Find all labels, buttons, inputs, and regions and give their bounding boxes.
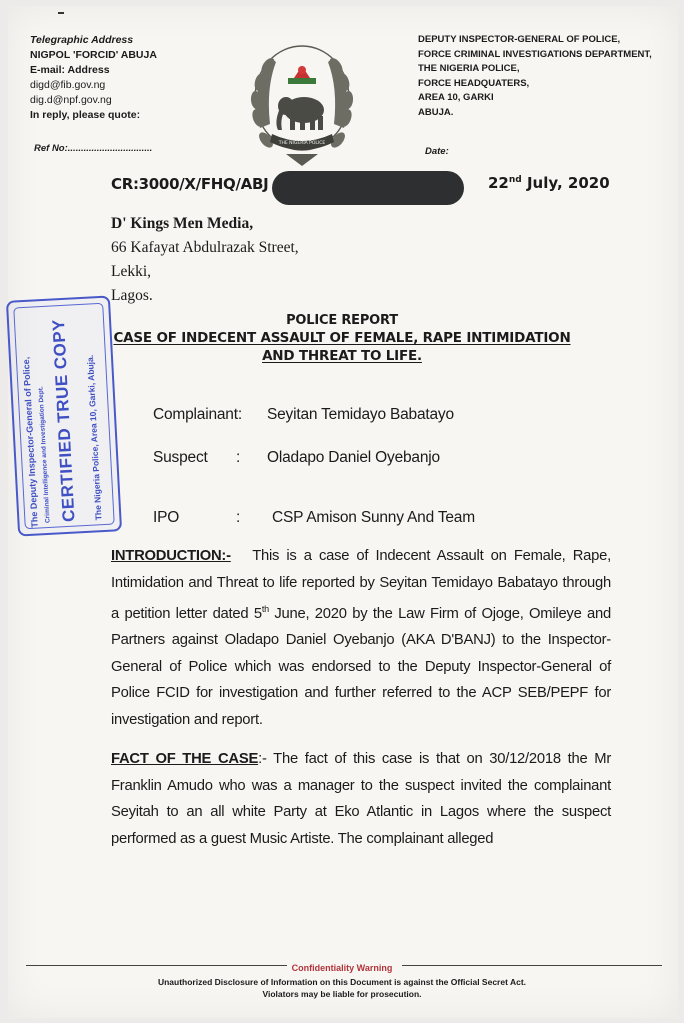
header-left xyxy=(30,33,157,123)
fact-text: :- The fact of this case is that on 30/12/2018 the Mr Franklin Amudo who was a manager to the suspect invited the complainant Seyitah to an all white Party at Eko Atlantic in Lagos where the suspect performed as a guest Music Artiste. The complainant alleged xyxy=(111,751,612,847)
footer-line2: Violators may be liable for prosecution. xyxy=(262,989,422,999)
confidentiality-warning xyxy=(0,963,684,973)
addressee-area: Lekki, xyxy=(111,263,152,280)
redaction-bar xyxy=(272,171,464,205)
header-right-line2: FORCE CRIMINAL INVESTIGATIONS DEPARTMENT, xyxy=(418,48,652,60)
ipo-label: IPO xyxy=(153,509,180,526)
addressee-city: Lagos. xyxy=(111,287,153,304)
header-right-line4: FORCE HEADQUATERS, xyxy=(418,77,530,89)
certified-true-copy-stamp xyxy=(6,295,122,536)
top-mark xyxy=(58,12,64,14)
ipo-value: CSP Amison Sunny And Team xyxy=(272,509,475,526)
complainant-label: Complainant: xyxy=(153,406,242,423)
ipo-colon: : xyxy=(236,509,241,526)
stamp-outer-text: The Deputy Inspector-General of Police, xyxy=(20,356,40,528)
addressee-block xyxy=(111,212,299,308)
date-label: Date: xyxy=(425,146,449,157)
header-right-line1: DEPUTY INSPECTOR-GENERAL OF POLICE, xyxy=(418,34,621,45)
introduction-paragraph xyxy=(111,543,611,733)
ref-no: Ref No:................................ xyxy=(34,143,153,154)
email-1: digd@fib.gov.ng xyxy=(30,79,106,91)
nigpol-address: NIGPOL 'FORCID' ABUJA xyxy=(30,49,157,61)
header-right-line6: ABUJA. xyxy=(418,106,454,118)
stamp-dept-text: Criminal Intelligence and Investigation Dept. xyxy=(37,386,52,524)
header-right xyxy=(418,33,652,120)
header-right-line5: AREA 10, GARKI xyxy=(418,92,494,103)
suspect-label: Suspect xyxy=(153,449,208,466)
report-title: POLICE REPORT xyxy=(286,313,398,328)
footer-line1: Unauthorized Disclosure of Information on this Document is against the Official Secret Act. xyxy=(157,977,527,987)
suspect-colon: : xyxy=(236,449,241,466)
introduction-text-start: This is a case of Indecent Assault on Female, Rape, Intimidation and Threat to life reported by Seyitan Temidayo Babatayo through a petition letter dated 5 xyxy=(111,548,611,622)
suspect-value: Oladapo Daniel Oyebanjo xyxy=(267,449,440,466)
reply-quote: In reply, please quote: xyxy=(30,109,141,121)
confidentiality-warning-text: Confidentiality Warning xyxy=(287,963,398,973)
cr-number: CR:3000/X/FHQ/ABJ xyxy=(111,175,269,193)
fact-paragraph xyxy=(111,746,611,852)
addressee-name: D' Kings Men Media, xyxy=(111,215,254,232)
case-title-line2: AND THREAT TO LIFE. xyxy=(262,348,422,364)
telegraphic-label: Telegraphic Address xyxy=(30,34,134,46)
crest-ribbon-text: THE NIGERIA POLICE xyxy=(278,141,326,146)
introduction-sup: th xyxy=(261,604,269,614)
introduction-label: INTRODUCTION:- xyxy=(111,548,231,564)
date-suffix: nd xyxy=(508,175,522,185)
complainant-value: Seyitan Temidayo Babatayo xyxy=(267,406,454,423)
stamp-bottom-text: The Nigeria Police, Area 10, Garki, Abuja. xyxy=(84,354,104,521)
email-label: E-mail: Address xyxy=(30,64,110,76)
date-day: 22 xyxy=(488,174,509,192)
case-title-line1: CASE OF INDECENT ASSAULT OF FEMALE, RAPE INTIMIDATION xyxy=(113,330,571,346)
introduction-text-end: June, 2020 by the Law Firm of Ojoge, Omileye and Partners against Oladapo Daniel Oyebanjo (AKA D'BANJ) to the Inspector-General of Police which was endorsed to the Deputy Inspector-General of Police FCID for investigation and further referred to the ACP SEB/PEPF for investigation and report. xyxy=(111,605,611,728)
letter-date xyxy=(488,174,610,192)
addressee-street: 66 Kafayat Abdulrazak Street, xyxy=(111,239,299,256)
crest-icon xyxy=(246,38,358,170)
header-right-line3: THE NIGERIA POLICE, xyxy=(418,63,520,74)
stamp-main-text: CERTIFIED TRUE COPY xyxy=(48,318,79,523)
police-crest xyxy=(246,38,358,170)
email-2: dig.d@npf.gov.ng xyxy=(30,94,112,106)
fact-label: FACT OF THE CASE xyxy=(111,751,259,767)
date-rest: July, 2020 xyxy=(521,174,610,192)
